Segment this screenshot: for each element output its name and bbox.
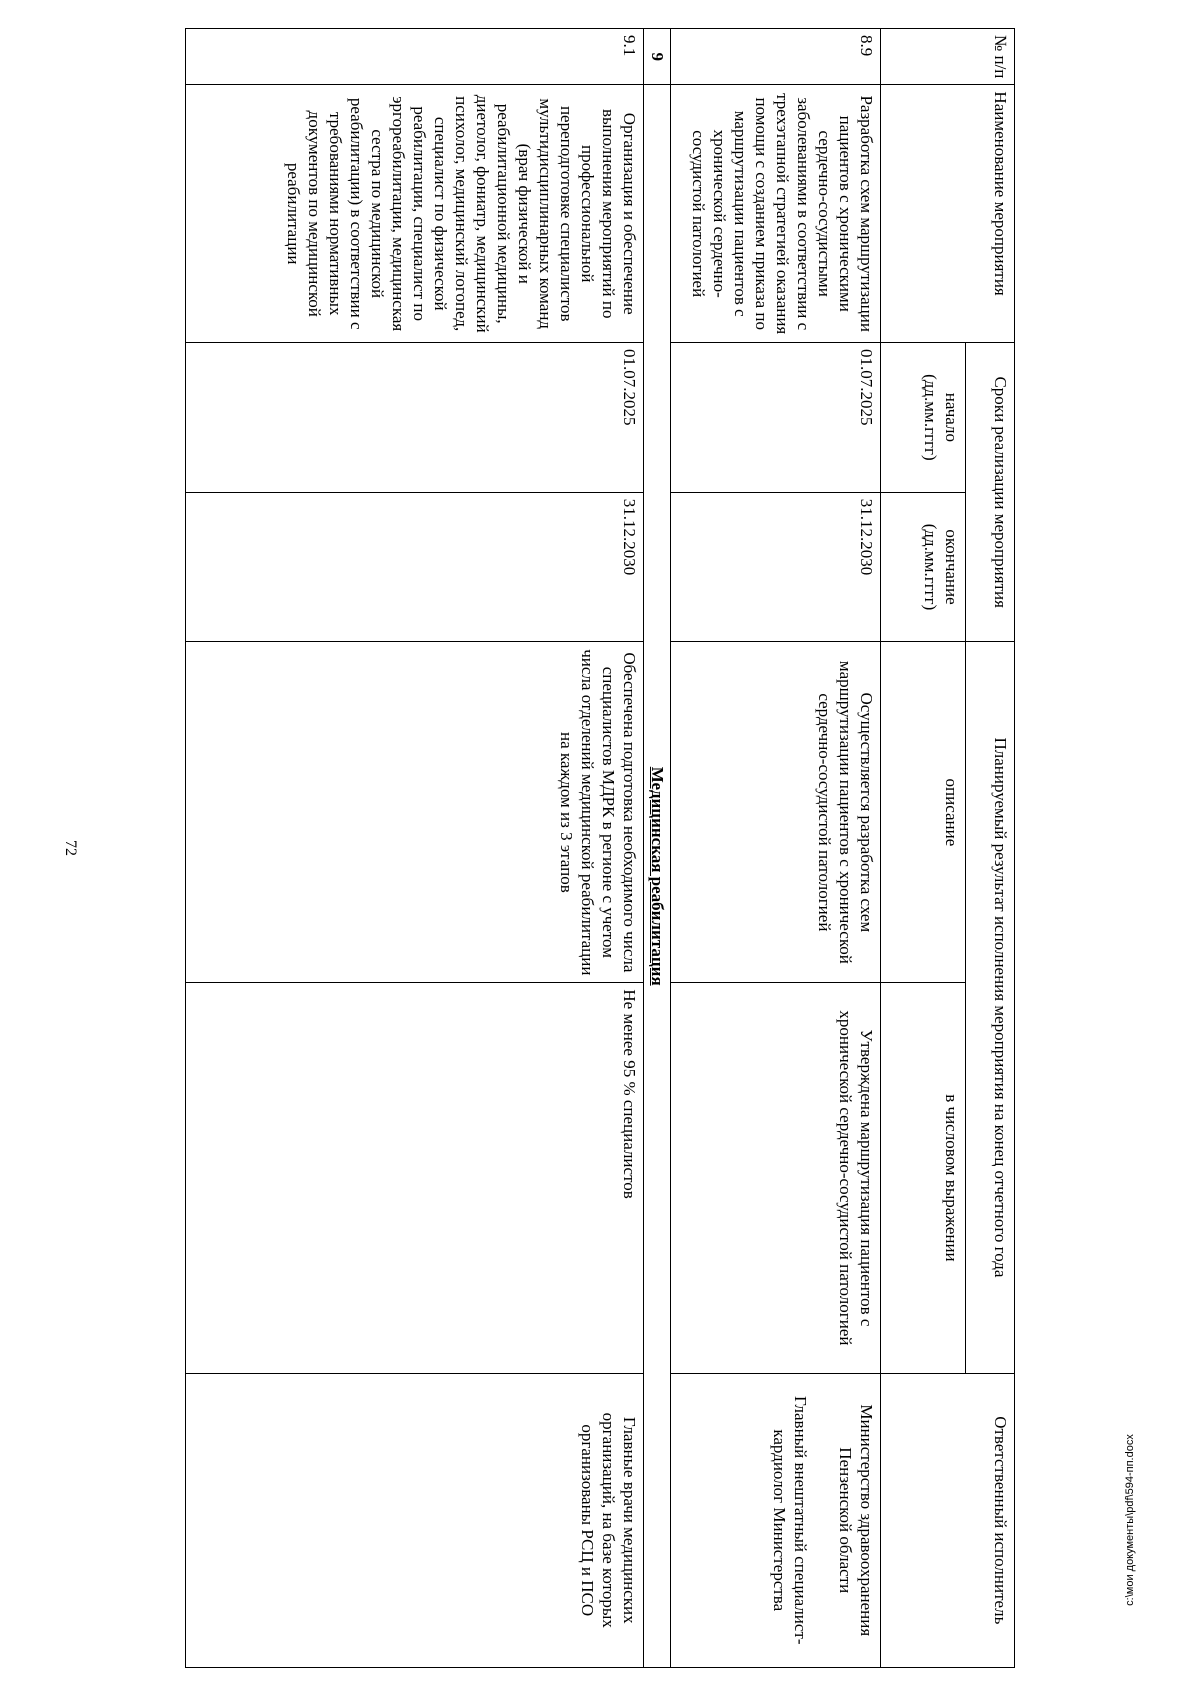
row-description: Осуществляется разработка схем маршрутизации пациентов с хронической сердечно-сосудистой патологией (670, 642, 880, 983)
section-title: Медицинская реабилитация (647, 766, 667, 986)
row-end: 31.12.2030 (186, 492, 644, 642)
header-start: начало (дд.мм.гггг) (880, 343, 966, 493)
section-num: 9 (643, 29, 670, 85)
row-numeric: Не менее 95 % специалистов (186, 983, 644, 1373)
header-name: Наименование мероприятия (880, 85, 1014, 343)
row-description: Обеспечена подготовка необходимого числа специалистов МДРК в регионе с учетом числа отделений медицинской реабилитации на каждом из 3 этапов (186, 642, 644, 983)
footer-file-path: c:\мои документы\pdf\594-пп.docx (1124, 1434, 1136, 1606)
header-terms: Сроки реализации мероприятия (966, 343, 1015, 642)
section-row (643, 29, 670, 1668)
row-responsible (670, 1373, 880, 1667)
header-num: № п/п (880, 29, 1014, 85)
table-row (186, 29, 644, 1668)
responsible-chief-specialist: Главный внештатный специалист-кардиолог Министерства (769, 1395, 810, 1645)
row-start: 01.07.2025 (186, 343, 644, 493)
header-description: описание (880, 642, 966, 983)
header-numeric: в числовом выражении (880, 983, 966, 1373)
row-end: 31.12.2030 (670, 492, 880, 642)
measures-table (185, 28, 1015, 1668)
header-end: окончание (дд.мм.гггг) (880, 492, 966, 642)
responsible-ministry: Министерство здравоохранения Пензенской области (835, 1404, 876, 1637)
page-number: 72 (62, 840, 79, 856)
row-name: Разработка схем маршрутизации пациентов с хроническими сердечно-сосудистыми заболеваниями в соответствии с трехэтапной стратегией оказания помощи с созданием приказа по маршрутизации пациентов с хронической сердечно-сосудистой патологией (670, 85, 880, 343)
rotated-table-wrapper (185, 28, 1015, 1668)
row-num: 8.9 (670, 29, 880, 85)
header-responsible: Ответственный исполнитель (880, 1373, 1014, 1667)
header-row-1 (966, 29, 1015, 1668)
section-title-cell (643, 85, 670, 1668)
row-name: Организация и обеспечение выполнения мероприятий по профессиональной переподготовке специалистов мультидисциплинарных команд (врач физической и реабилитационной медицины, диетолог, фониатр, медицинский психолог, медицинский логопед, специалист по физической реабилитации, специалист по эргореабилитации, медицинская сестра по медицинской реабилитации) в соответствии с требованиями нормативных документов по медицинской реабилитации (186, 85, 644, 343)
row-num: 9.1 (186, 29, 644, 85)
row-start: 01.07.2025 (670, 343, 880, 493)
row-numeric: Утверждена маршрутизация пациентов с хронической сердечно-сосудистой патологией (670, 983, 880, 1373)
header-result: Планируемый результат исполнения мероприятия на конец отчетного года (966, 642, 1015, 1373)
row-responsible: Главные врачи медицинских организаций, на базе которых организованы РСЦ и ПСО (186, 1373, 644, 1667)
table-row (670, 29, 880, 1668)
